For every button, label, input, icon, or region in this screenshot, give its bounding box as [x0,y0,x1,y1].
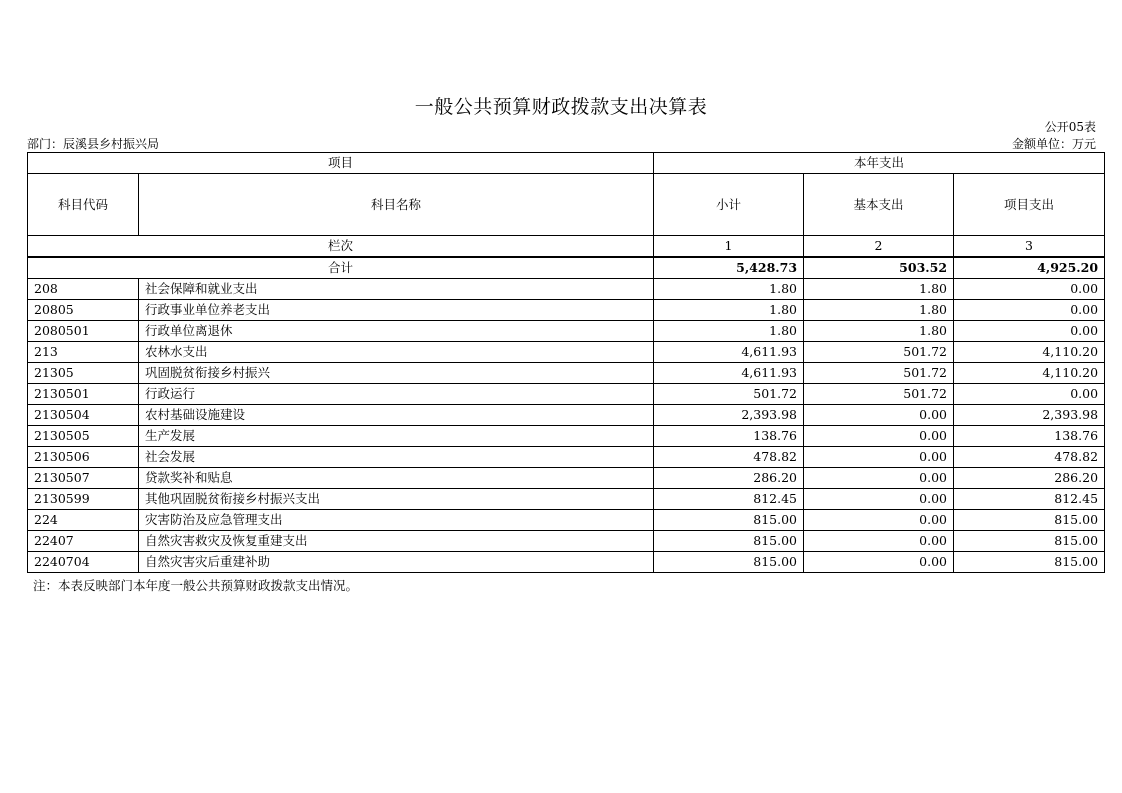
table-row [28,489,1105,510]
row-basic: 0.00 [804,447,954,468]
row-name: 社会发展 [139,447,654,468]
row-code: 2130507 [28,468,139,489]
table-row [28,531,1105,552]
row-subtotal: 2,393.98 [654,405,804,426]
total-project: 4,925.20 [954,257,1105,279]
row-project: 812.45 [954,489,1105,510]
row-subtotal: 812.45 [654,489,804,510]
table-row [28,321,1105,342]
column-label: 栏次 [28,236,654,258]
row-project: 4,110.20 [954,363,1105,384]
row-basic: 0.00 [804,405,954,426]
row-basic: 0.00 [804,510,954,531]
row-basic: 0.00 [804,468,954,489]
header-code: 科目代码 [28,174,139,236]
total-basic: 503.52 [804,257,954,279]
header-row-2 [28,174,1105,236]
row-name: 自然灾害救灾及恢复重建支出 [139,531,654,552]
column-number-1: 1 [654,236,804,258]
expenditure-table [27,152,1105,573]
row-code: 2130501 [28,384,139,405]
row-code: 2130505 [28,426,139,447]
row-name: 生产发展 [139,426,654,447]
table-row [28,405,1105,426]
row-code: 2130504 [28,405,139,426]
table-row [28,447,1105,468]
row-subtotal: 1.80 [654,321,804,342]
total-label: 合计 [28,257,654,279]
row-project: 138.76 [954,426,1105,447]
row-name: 巩固脱贫衔接乡村振兴 [139,363,654,384]
row-subtotal: 501.72 [654,384,804,405]
row-project: 4,110.20 [954,342,1105,363]
column-number-row [28,236,1105,258]
table-row [28,384,1105,405]
footnote: 注：本表反映部门本年度一般公共预算财政拨款支出情况。 [33,578,359,593]
header-basic: 基本支出 [804,174,954,236]
row-basic: 501.72 [804,384,954,405]
column-number-3: 3 [954,236,1105,258]
row-project: 2,393.98 [954,405,1105,426]
table-row [28,426,1105,447]
row-project: 0.00 [954,384,1105,405]
row-subtotal: 815.00 [654,552,804,573]
row-basic: 0.00 [804,552,954,573]
header-name: 科目名称 [139,174,654,236]
department-label: 部门：辰溪县乡村振兴局 [27,137,160,151]
row-code: 2130599 [28,489,139,510]
row-project: 815.00 [954,531,1105,552]
table-row [28,510,1105,531]
row-subtotal: 1.80 [654,279,804,300]
row-subtotal: 1.80 [654,300,804,321]
row-project: 286.20 [954,468,1105,489]
amount-unit-label: 金额单位：万元 [1011,137,1096,151]
header-current-year: 本年支出 [654,153,1105,174]
row-project: 0.00 [954,300,1105,321]
row-project: 815.00 [954,510,1105,531]
row-name: 行政事业单位养老支出 [139,300,654,321]
row-subtotal: 138.76 [654,426,804,447]
column-number-2: 2 [804,236,954,258]
row-basic: 501.72 [804,342,954,363]
row-project: 478.82 [954,447,1105,468]
row-code: 2240704 [28,552,139,573]
row-name: 灾害防治及应急管理支出 [139,510,654,531]
row-subtotal: 4,611.93 [654,342,804,363]
header-subtotal: 小计 [654,174,804,236]
table-row [28,300,1105,321]
row-basic: 0.00 [804,426,954,447]
total-row [28,257,1105,279]
row-code: 208 [28,279,139,300]
row-code: 20805 [28,300,139,321]
row-project: 0.00 [954,279,1105,300]
form-number: 公开05表 [1044,120,1096,134]
row-basic: 501.72 [804,363,954,384]
row-name: 贷款奖补和贴息 [139,468,654,489]
header-project: 项目 [28,153,654,174]
row-code: 2080501 [28,321,139,342]
row-name: 自然灾害灾后重建补助 [139,552,654,573]
header-row-1 [28,153,1105,174]
row-basic: 1.80 [804,321,954,342]
row-subtotal: 478.82 [654,447,804,468]
table-row [28,552,1105,573]
page-title: 一般公共预算财政拨款支出决算表 [414,96,708,118]
row-code: 2130506 [28,447,139,468]
row-name: 行政运行 [139,384,654,405]
row-name: 农村基础设施建设 [139,405,654,426]
table-row [28,468,1105,489]
row-basic: 0.00 [804,489,954,510]
table-row [28,279,1105,300]
header-project-exp: 项目支出 [954,174,1105,236]
table-row [28,342,1105,363]
row-subtotal: 815.00 [654,531,804,552]
row-name: 社会保障和就业支出 [139,279,654,300]
total-subtotal: 5,428.73 [654,257,804,279]
row-name: 农林水支出 [139,342,654,363]
row-code: 22407 [28,531,139,552]
row-code: 213 [28,342,139,363]
row-name: 行政单位离退休 [139,321,654,342]
table-row [28,363,1105,384]
row-project: 0.00 [954,321,1105,342]
row-basic: 1.80 [804,279,954,300]
row-name: 其他巩固脱贫衔接乡村振兴支出 [139,489,654,510]
row-code: 224 [28,510,139,531]
row-basic: 0.00 [804,531,954,552]
row-subtotal: 4,611.93 [654,363,804,384]
row-code: 21305 [28,363,139,384]
row-project: 815.00 [954,552,1105,573]
row-basic: 1.80 [804,300,954,321]
row-subtotal: 286.20 [654,468,804,489]
row-subtotal: 815.00 [654,510,804,531]
